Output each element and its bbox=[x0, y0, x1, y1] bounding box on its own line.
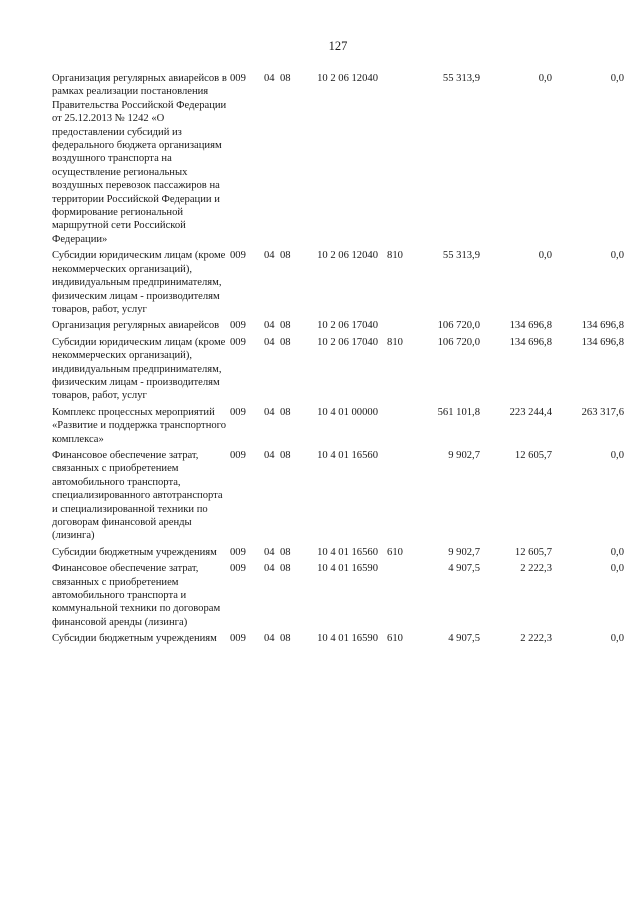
subsection-code: 08 bbox=[280, 633, 291, 645]
amount-year-1: 4 907,5 bbox=[448, 563, 480, 575]
subsection-code: 08 bbox=[280, 336, 291, 348]
table-row bbox=[52, 632, 624, 645]
table-row bbox=[52, 546, 624, 559]
target-item-code: 10 2 06 12040 bbox=[317, 250, 378, 262]
amount-year-2: 134 696,8 bbox=[509, 320, 552, 332]
amount-year-1: 9 902,7 bbox=[448, 546, 480, 558]
expense-type-code: 610 bbox=[387, 546, 403, 558]
expense-type-code: 810 bbox=[387, 336, 403, 348]
section-code: 04 bbox=[264, 406, 275, 418]
section-code: 04 bbox=[264, 563, 275, 575]
section-code: 04 bbox=[264, 633, 275, 645]
amount-year-3: 263 317,6 bbox=[581, 406, 624, 418]
target-item-code: 10 2 06 12040 bbox=[317, 73, 378, 84]
expense-name: Комплекс процессных мероприятий «Развитие и поддержка транспортного комплекса» bbox=[52, 406, 227, 445]
target-item-code: 10 4 01 16590 bbox=[317, 563, 378, 575]
amount-year-1: 106 720,0 bbox=[437, 336, 480, 348]
subsection-code: 08 bbox=[280, 546, 291, 558]
amount-year-1: 561 101,8 bbox=[437, 406, 480, 418]
amount-year-2: 134 696,8 bbox=[509, 336, 552, 348]
page-number: 127 bbox=[328, 39, 348, 53]
amount-year-3: 0,0 bbox=[610, 449, 624, 461]
amount-year-2: 0,0 bbox=[538, 73, 552, 84]
amount-year-3: 0,0 bbox=[610, 563, 624, 575]
target-item-code: 10 4 01 16590 bbox=[317, 633, 378, 645]
admin-code: 009 bbox=[230, 449, 246, 461]
subsection-code: 08 bbox=[280, 250, 291, 262]
amount-year-1: 55 313,9 bbox=[442, 73, 480, 84]
section-code: 04 bbox=[264, 73, 275, 84]
amount-year-1: 9 902,7 bbox=[448, 449, 480, 461]
amount-year-2: 2 222,3 bbox=[520, 633, 552, 645]
table-row bbox=[52, 336, 624, 403]
subsection-code: 08 bbox=[280, 73, 291, 84]
target-item-code: 10 4 01 16560 bbox=[317, 449, 378, 461]
table-row bbox=[52, 406, 624, 446]
amount-year-2: 12 605,7 bbox=[514, 546, 552, 558]
admin-code: 009 bbox=[230, 250, 246, 262]
amount-year-1: 4 907,5 bbox=[448, 633, 480, 645]
expense-name: Субсидии юридическим лицам (кроме некоммерческих организаций), индивидуальным предпринимателям, физическим лицам - производителям товаров, работ, услуг bbox=[52, 250, 226, 315]
expense-name: Субсидии юридическим лицам (кроме некоммерческих организаций), индивидуальным предпринимателям, физическим лицам - производителям товаров, работ, услуг bbox=[52, 336, 226, 402]
subsection-code: 08 bbox=[280, 406, 291, 418]
section-code: 04 bbox=[264, 336, 275, 348]
section-code: 04 bbox=[264, 449, 275, 461]
expense-name: Финансовое обеспечение затрат, связанных с приобретением автомобильного транспорта, специализированного автотранспорта и специализированной техники по договорам финансовой аренды (лизинга) bbox=[52, 449, 223, 542]
amount-year-3: 0,0 bbox=[610, 633, 624, 645]
expense-type-code: 810 bbox=[387, 250, 403, 262]
table-row bbox=[52, 449, 624, 543]
admin-code: 009 bbox=[230, 406, 246, 418]
target-item-code: 10 4 01 00000 bbox=[317, 406, 378, 418]
admin-code: 009 bbox=[230, 336, 246, 348]
amount-year-3: 134 696,8 bbox=[581, 320, 624, 332]
amount-year-1: 106 720,0 bbox=[437, 320, 480, 332]
admin-code: 009 bbox=[230, 73, 246, 84]
expense-name: Финансовое обеспечение затрат, связанных с приобретением автомобильного транспорта и коммунальной техники по договорам финансовой аренды (лизинга) bbox=[52, 563, 221, 628]
admin-code: 009 bbox=[230, 633, 246, 645]
amount-year-3: 134 696,8 bbox=[581, 336, 624, 348]
expense-name: Субсидии бюджетным учреждениям bbox=[52, 633, 217, 645]
amount-year-3: 0,0 bbox=[610, 546, 624, 558]
table-row bbox=[52, 319, 624, 332]
amount-year-2: 2 222,3 bbox=[520, 563, 552, 575]
admin-code: 009 bbox=[230, 546, 246, 558]
amount-year-1: 55 313,9 bbox=[442, 250, 480, 262]
expense-name: Организация регулярных авиарейсов в рамках реализации постановления Правительства Российской Федерации от 25.12.2013 № 1242 «О предоставлении субсидий из федерального бюджета организациям воздушного транспорта на осуществление региональных воздушных перевозок пассажиров на территории Российской Федерации и формирование региональной маршрутной сети Российской Федерации» bbox=[52, 73, 227, 245]
subsection-code: 08 bbox=[280, 320, 291, 332]
amount-year-3: 0,0 bbox=[610, 250, 624, 262]
expense-name: Субсидии бюджетным учреждениям bbox=[52, 546, 217, 558]
section-code: 04 bbox=[264, 250, 275, 262]
admin-code: 009 bbox=[230, 563, 246, 575]
subsection-code: 08 bbox=[280, 563, 291, 575]
subsection-code: 08 bbox=[280, 449, 291, 461]
amount-year-3: 0,0 bbox=[610, 73, 624, 84]
section-code: 04 bbox=[264, 546, 275, 558]
target-item-code: 10 2 06 17040 bbox=[317, 320, 378, 332]
budget-table bbox=[52, 72, 624, 649]
admin-code: 009 bbox=[230, 320, 246, 332]
table-row bbox=[52, 562, 624, 629]
expense-type-code: 610 bbox=[387, 633, 403, 645]
amount-year-2: 0,0 bbox=[538, 250, 552, 262]
section-code: 04 bbox=[264, 320, 275, 332]
amount-year-2: 223 244,4 bbox=[509, 406, 552, 418]
table-row bbox=[52, 72, 624, 246]
target-item-code: 10 4 01 16560 bbox=[317, 546, 378, 558]
amount-year-2: 12 605,7 bbox=[514, 449, 552, 461]
target-item-code: 10 2 06 17040 bbox=[317, 336, 378, 348]
expense-name: Организация регулярных авиарейсов bbox=[52, 320, 220, 332]
table-row bbox=[52, 249, 624, 316]
